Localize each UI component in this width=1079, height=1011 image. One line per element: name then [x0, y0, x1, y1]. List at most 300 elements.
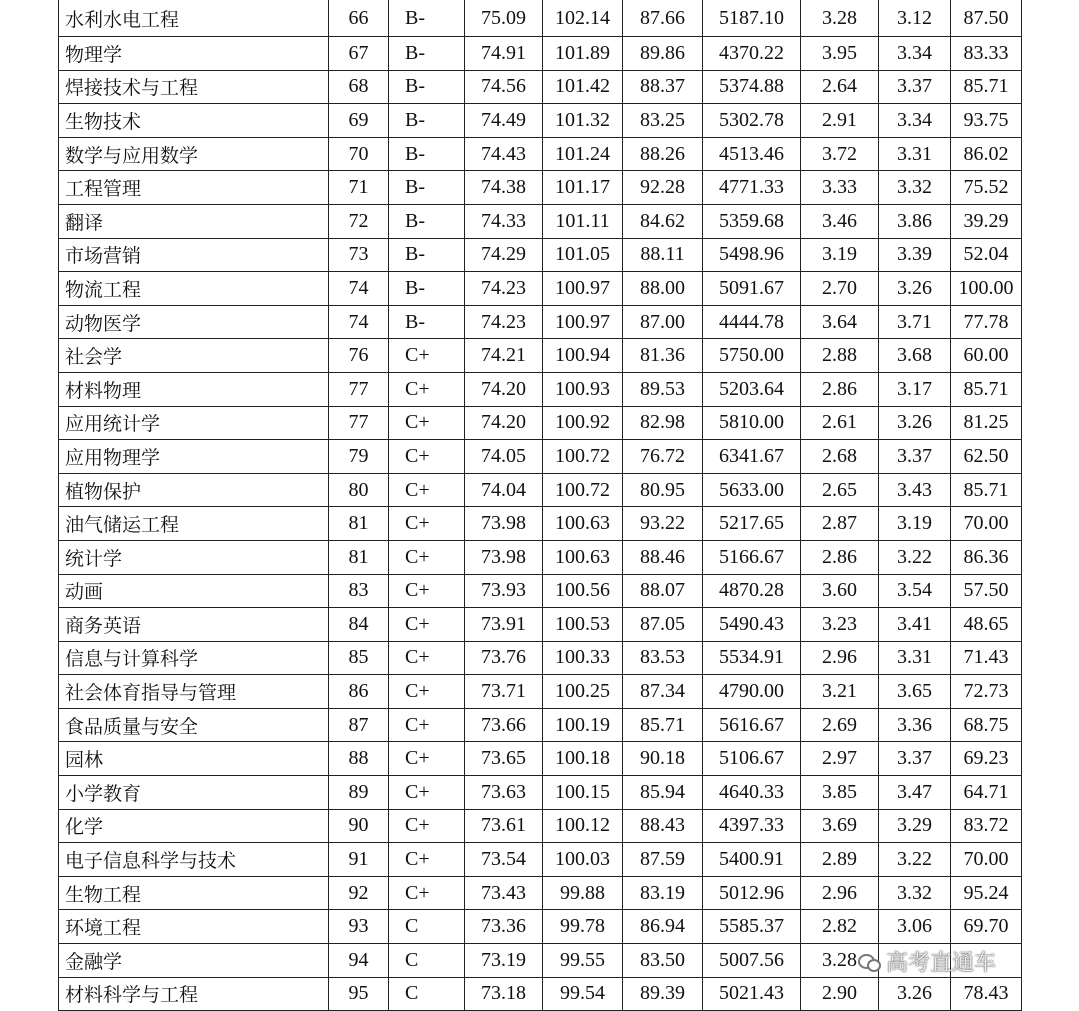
cell-col-7: 4370.22: [703, 37, 801, 71]
cell-index: 100.97: [543, 305, 623, 339]
cell-major-name: 材料科学与工程: [59, 977, 329, 1011]
cell-col-10: 78.43: [951, 977, 1022, 1011]
cell-col-7: 5498.96: [703, 238, 801, 272]
cell-col-9: 3.34: [879, 37, 951, 71]
cell-col-6: 87.66: [623, 0, 703, 37]
cell-col-9: 3.41: [879, 608, 951, 642]
cell-col-10: 39.29: [951, 204, 1022, 238]
cell-index: 100.19: [543, 708, 623, 742]
table-body: [59, 0, 1022, 1011]
table-row: [59, 0, 1022, 37]
cell-col-7: 4513.46: [703, 137, 801, 171]
cell-grade: B-: [389, 137, 465, 171]
cell-col-6: 76.72: [623, 440, 703, 474]
cell-rank: 72: [329, 204, 389, 238]
cell-col-6: 88.43: [623, 809, 703, 843]
cell-rank: 87: [329, 708, 389, 742]
table-row: [59, 104, 1022, 138]
table-row: [59, 876, 1022, 910]
cell-score: 73.61: [465, 809, 543, 843]
cell-score: 74.05: [465, 440, 543, 474]
cell-col-9: 3.47: [879, 776, 951, 810]
cell-col-7: 5633.00: [703, 473, 801, 507]
cell-col-10: 52.04: [951, 238, 1022, 272]
cell-col-10: 93.75: [951, 104, 1022, 138]
cell-score: 73.71: [465, 675, 543, 709]
cell-rank: 79: [329, 440, 389, 474]
cell-col-9: 3.71: [879, 305, 951, 339]
cell-col-6: 88.46: [623, 540, 703, 574]
cell-col-6: 82.98: [623, 406, 703, 440]
cell-col-6: 92.28: [623, 171, 703, 205]
cell-col-7: 5091.67: [703, 272, 801, 306]
cell-col-9: 3.19: [879, 507, 951, 541]
cell-col-9: 3.06: [879, 910, 951, 944]
cell-score: 74.91: [465, 37, 543, 71]
cell-col-7: 4397.33: [703, 809, 801, 843]
cell-index: 101.05: [543, 238, 623, 272]
cell-major-name: 应用物理学: [59, 440, 329, 474]
cell-index: 99.78: [543, 910, 623, 944]
cell-col-8: 2.96: [801, 641, 879, 675]
cell-col-7: 5359.68: [703, 204, 801, 238]
cell-rank: 70: [329, 137, 389, 171]
cell-col-10: 85.71: [951, 372, 1022, 406]
cell-index: 100.63: [543, 540, 623, 574]
cell-col-9: 3.32: [879, 876, 951, 910]
cell-col-8: 3.19: [801, 238, 879, 272]
cell-rank: 84: [329, 608, 389, 642]
cell-col-6: 88.11: [623, 238, 703, 272]
cell-col-8: 2.87: [801, 507, 879, 541]
table-row: [59, 406, 1022, 440]
cell-col-7: 5534.91: [703, 641, 801, 675]
cell-col-10: 83.72: [951, 809, 1022, 843]
cell-col-10: 86.02: [951, 137, 1022, 171]
cell-col-9: 3.22: [879, 540, 951, 574]
cell-col-7: 5374.88: [703, 70, 801, 104]
cell-col-8: 2.97: [801, 742, 879, 776]
cell-score: 74.23: [465, 272, 543, 306]
cell-rank: 90: [329, 809, 389, 843]
cell-col-9: 3.65: [879, 675, 951, 709]
cell-col-7: 4771.33: [703, 171, 801, 205]
cell-col-7: 4870.28: [703, 574, 801, 608]
cell-grade: B-: [389, 0, 465, 37]
cell-score: 73.18: [465, 977, 543, 1011]
cell-grade: B-: [389, 171, 465, 205]
cell-rank: 74: [329, 272, 389, 306]
cell-col-6: 88.26: [623, 137, 703, 171]
cell-index: 99.54: [543, 977, 623, 1011]
cell-col-7: 6341.67: [703, 440, 801, 474]
cell-col-10: 86.36: [951, 540, 1022, 574]
cell-col-10: 71.43: [951, 641, 1022, 675]
cell-index: 99.88: [543, 876, 623, 910]
cell-col-9: 3.37: [879, 70, 951, 104]
table-row: [59, 204, 1022, 238]
cell-score: 73.63: [465, 776, 543, 810]
cell-col-6: 81.36: [623, 339, 703, 373]
cell-index: 100.53: [543, 608, 623, 642]
cell-col-9: 3.39: [879, 238, 951, 272]
cell-score: 74.33: [465, 204, 543, 238]
cell-col-8: 3.33: [801, 171, 879, 205]
cell-grade: C+: [389, 843, 465, 877]
cell-col-9: 3.43: [879, 473, 951, 507]
cell-col-8: 2.69: [801, 708, 879, 742]
cell-score: 73.66: [465, 708, 543, 742]
cell-score: 73.98: [465, 540, 543, 574]
cell-grade: C+: [389, 339, 465, 373]
cell-grade: C+: [389, 641, 465, 675]
cell-rank: 85: [329, 641, 389, 675]
cell-col-10: 60.00: [951, 339, 1022, 373]
cell-col-6: 86.94: [623, 910, 703, 944]
cell-index: 100.92: [543, 406, 623, 440]
cell-major-name: 生物技术: [59, 104, 329, 138]
cell-score: 74.20: [465, 372, 543, 406]
cell-grade: C+: [389, 708, 465, 742]
cell-rank: 91: [329, 843, 389, 877]
cell-col-9: 3.26: [879, 272, 951, 306]
cell-grade: B-: [389, 305, 465, 339]
cell-col-10: 81.25: [951, 406, 1022, 440]
cell-col-10: 70.00: [951, 507, 1022, 541]
cell-col-6: 87.34: [623, 675, 703, 709]
cell-major-name: 植物保护: [59, 473, 329, 507]
cell-rank: 89: [329, 776, 389, 810]
cell-grade: B-: [389, 204, 465, 238]
cell-index: 101.17: [543, 171, 623, 205]
cell-major-name: 物理学: [59, 37, 329, 71]
cell-col-8: 2.61: [801, 406, 879, 440]
cell-col-6: 89.53: [623, 372, 703, 406]
cell-col-6: 84.62: [623, 204, 703, 238]
wechat-icon: [858, 952, 880, 970]
cell-col-9: 3.17: [879, 372, 951, 406]
cell-col-8: 3.46: [801, 204, 879, 238]
cell-col-10: 68.75: [951, 708, 1022, 742]
cell-col-8: 2.70: [801, 272, 879, 306]
cell-index: 101.11: [543, 204, 623, 238]
cell-index: 100.72: [543, 473, 623, 507]
cell-col-10: 48.65: [951, 608, 1022, 642]
table-row: [59, 574, 1022, 608]
cell-col-7: 5585.37: [703, 910, 801, 944]
cell-grade: C: [389, 977, 465, 1011]
cell-score: 73.43: [465, 876, 543, 910]
cell-index: 100.33: [543, 641, 623, 675]
cell-index: 100.25: [543, 675, 623, 709]
cell-major-name: 园林: [59, 742, 329, 776]
cell-grade: B-: [389, 272, 465, 306]
cell-col-9: 3.32: [879, 171, 951, 205]
cell-col-6: 85.94: [623, 776, 703, 810]
cell-col-8: 2.86: [801, 540, 879, 574]
cell-col-7: 5106.67: [703, 742, 801, 776]
cell-index: 100.93: [543, 372, 623, 406]
table-row: [59, 272, 1022, 306]
cell-index: 100.56: [543, 574, 623, 608]
cell-col-8: 3.28: [801, 0, 879, 37]
cell-col-9: 3.31: [879, 641, 951, 675]
cell-grade: C+: [389, 776, 465, 810]
cell-index: 101.42: [543, 70, 623, 104]
cell-col-9: 3.86: [879, 204, 951, 238]
table-row: [59, 843, 1022, 877]
cell-index: 101.89: [543, 37, 623, 71]
cell-col-10: 87.50: [951, 0, 1022, 37]
cell-col-8: 3.60: [801, 574, 879, 608]
cell-major-name: 焊接技术与工程: [59, 70, 329, 104]
table-row: [59, 171, 1022, 205]
cell-index: 100.94: [543, 339, 623, 373]
cell-index: 100.18: [543, 742, 623, 776]
cell-rank: 83: [329, 574, 389, 608]
cell-col-8: 3.21: [801, 675, 879, 709]
cell-grade: C+: [389, 473, 465, 507]
cell-index: 100.15: [543, 776, 623, 810]
cell-col-7: 5021.43: [703, 977, 801, 1011]
cell-col-6: 85.71: [623, 708, 703, 742]
cell-index: 100.03: [543, 843, 623, 877]
cell-col-8: 2.64: [801, 70, 879, 104]
cell-score: 74.43: [465, 137, 543, 171]
cell-score: 73.19: [465, 944, 543, 978]
cell-major-name: 动物医学: [59, 305, 329, 339]
cell-col-7: 5750.00: [703, 339, 801, 373]
cell-col-7: 5012.96: [703, 876, 801, 910]
table-row: [59, 776, 1022, 810]
cell-rank: 71: [329, 171, 389, 205]
cell-grade: C+: [389, 608, 465, 642]
cell-col-6: 89.39: [623, 977, 703, 1011]
cell-rank: 68: [329, 70, 389, 104]
cell-col-7: 5490.43: [703, 608, 801, 642]
cell-grade: C+: [389, 809, 465, 843]
cell-grade: C+: [389, 406, 465, 440]
cell-col-9: 3.26: [879, 406, 951, 440]
cell-col-6: 83.53: [623, 641, 703, 675]
cell-grade: B-: [389, 104, 465, 138]
cell-col-9: 3.34: [879, 104, 951, 138]
watermark-text: 高考直通车: [886, 950, 997, 976]
cell-col-6: 87.05: [623, 608, 703, 642]
cell-rank: 95: [329, 977, 389, 1011]
cell-major-name: 电子信息科学与技术: [59, 843, 329, 877]
cell-col-10: 85.71: [951, 70, 1022, 104]
cell-col-6: 90.18: [623, 742, 703, 776]
cell-grade: C+: [389, 675, 465, 709]
table-row: [59, 238, 1022, 272]
cell-col-7: 4790.00: [703, 675, 801, 709]
watermark: [858, 946, 1058, 976]
cell-rank: 66: [329, 0, 389, 37]
cell-col-8: 2.88: [801, 339, 879, 373]
cell-col-6: 88.37: [623, 70, 703, 104]
cell-grade: C: [389, 944, 465, 978]
cell-rank: 80: [329, 473, 389, 507]
cell-major-name: 环境工程: [59, 910, 329, 944]
cell-col-7: 5400.91: [703, 843, 801, 877]
cell-score: 73.65: [465, 742, 543, 776]
table-row: [59, 37, 1022, 71]
cell-grade: C+: [389, 876, 465, 910]
cell-rank: 94: [329, 944, 389, 978]
cell-grade: C: [389, 910, 465, 944]
table-row: [59, 708, 1022, 742]
cell-score: 73.91: [465, 608, 543, 642]
cell-col-6: 88.07: [623, 574, 703, 608]
cell-rank: 93: [329, 910, 389, 944]
major-ranking-table: [58, 0, 1022, 1011]
cell-major-name: 生物工程: [59, 876, 329, 910]
cell-major-name: 材料物理: [59, 372, 329, 406]
cell-rank: 74: [329, 305, 389, 339]
cell-col-9: 3.22: [879, 843, 951, 877]
cell-rank: 76: [329, 339, 389, 373]
cell-score: 73.98: [465, 507, 543, 541]
cell-col-9: 3.68: [879, 339, 951, 373]
cell-grade: C+: [389, 507, 465, 541]
table-row: [59, 809, 1022, 843]
cell-col-8: 2.68: [801, 440, 879, 474]
cell-col-7: 4640.33: [703, 776, 801, 810]
cell-col-7: 5616.67: [703, 708, 801, 742]
cell-col-8: 2.91: [801, 104, 879, 138]
cell-score: 73.54: [465, 843, 543, 877]
cell-col-9: 3.54: [879, 574, 951, 608]
table-row: [59, 473, 1022, 507]
cell-col-6: 83.50: [623, 944, 703, 978]
table-row: [59, 70, 1022, 104]
cell-col-8: 2.86: [801, 372, 879, 406]
cell-col-7: 5166.67: [703, 540, 801, 574]
cell-rank: 73: [329, 238, 389, 272]
cell-index: 101.24: [543, 137, 623, 171]
cell-rank: 67: [329, 37, 389, 71]
cell-grade: C+: [389, 574, 465, 608]
cell-score: 73.93: [465, 574, 543, 608]
cell-col-8: 3.85: [801, 776, 879, 810]
cell-col-10: 69.23: [951, 742, 1022, 776]
table-row: [59, 540, 1022, 574]
cell-major-name: 化学: [59, 809, 329, 843]
cell-rank: 77: [329, 406, 389, 440]
cell-col-8: 2.82: [801, 910, 879, 944]
table-row: [59, 910, 1022, 944]
cell-score: 75.09: [465, 0, 543, 37]
cell-col-8: 3.23: [801, 608, 879, 642]
cell-col-10: 69.70: [951, 910, 1022, 944]
cell-major-name: 商务英语: [59, 608, 329, 642]
cell-col-6: 93.22: [623, 507, 703, 541]
cell-major-name: 应用统计学: [59, 406, 329, 440]
cell-index: 99.55: [543, 944, 623, 978]
cell-index: 100.97: [543, 272, 623, 306]
cell-col-8: 3.95: [801, 37, 879, 71]
cell-rank: 69: [329, 104, 389, 138]
cell-score: 74.56: [465, 70, 543, 104]
cell-col-8: 2.90: [801, 977, 879, 1011]
table-row: [59, 641, 1022, 675]
cell-major-name: 水利水电工程: [59, 0, 329, 37]
cell-col-8: 3.72: [801, 137, 879, 171]
table-row: [59, 137, 1022, 171]
cell-major-name: 金融学: [59, 944, 329, 978]
cell-major-name: 食品质量与安全: [59, 708, 329, 742]
cell-col-10: 75.52: [951, 171, 1022, 205]
cell-score: 73.76: [465, 641, 543, 675]
cell-col-8: 3.64: [801, 305, 879, 339]
cell-col-9: 3.37: [879, 440, 951, 474]
cell-col-10: 62.50: [951, 440, 1022, 474]
cell-rank: 92: [329, 876, 389, 910]
cell-score: 74.38: [465, 171, 543, 205]
cell-col-7: 5217.65: [703, 507, 801, 541]
cell-col-6: 87.00: [623, 305, 703, 339]
table-row: [59, 440, 1022, 474]
cell-index: 100.63: [543, 507, 623, 541]
table-row: [59, 742, 1022, 776]
cell-grade: C+: [389, 372, 465, 406]
cell-rank: 81: [329, 507, 389, 541]
cell-grade: C+: [389, 540, 465, 574]
cell-grade: B-: [389, 70, 465, 104]
cell-major-name: 物流工程: [59, 272, 329, 306]
cell-col-7: 5007.56: [703, 944, 801, 978]
cell-major-name: 社会学: [59, 339, 329, 373]
cell-score: 74.20: [465, 406, 543, 440]
cell-major-name: 数学与应用数学: [59, 137, 329, 171]
cell-rank: 88: [329, 742, 389, 776]
cell-col-10: 83.33: [951, 37, 1022, 71]
cell-col-9: 3.31: [879, 137, 951, 171]
cell-rank: 81: [329, 540, 389, 574]
cell-col-10: 85.71: [951, 473, 1022, 507]
cell-rank: 77: [329, 372, 389, 406]
cell-col-10: 70.00: [951, 843, 1022, 877]
cell-grade: C+: [389, 440, 465, 474]
cell-col-6: 83.19: [623, 876, 703, 910]
cell-col-10: 57.50: [951, 574, 1022, 608]
table-row: [59, 675, 1022, 709]
cell-col-10: 77.78: [951, 305, 1022, 339]
cell-col-9: 3.36: [879, 708, 951, 742]
cell-rank: 86: [329, 675, 389, 709]
cell-col-6: 87.59: [623, 843, 703, 877]
cell-col-7: 5810.00: [703, 406, 801, 440]
cell-index: 100.12: [543, 809, 623, 843]
cell-col-7: 5187.10: [703, 0, 801, 37]
cell-score: 74.23: [465, 305, 543, 339]
cell-col-10: 64.71: [951, 776, 1022, 810]
cell-col-6: 83.25: [623, 104, 703, 138]
cell-major-name: 油气储运工程: [59, 507, 329, 541]
cell-col-8: 3.28: [801, 944, 879, 978]
cell-col-7: 5302.78: [703, 104, 801, 138]
cell-index: 100.72: [543, 440, 623, 474]
cell-col-10: 100.00: [951, 272, 1022, 306]
table-row: [59, 608, 1022, 642]
cell-col-7: 4444.78: [703, 305, 801, 339]
cell-grade: B-: [389, 37, 465, 71]
cell-major-name: 市场营销: [59, 238, 329, 272]
cell-col-6: 88.00: [623, 272, 703, 306]
cell-index: 102.14: [543, 0, 623, 37]
cell-major-name: 信息与计算科学: [59, 641, 329, 675]
